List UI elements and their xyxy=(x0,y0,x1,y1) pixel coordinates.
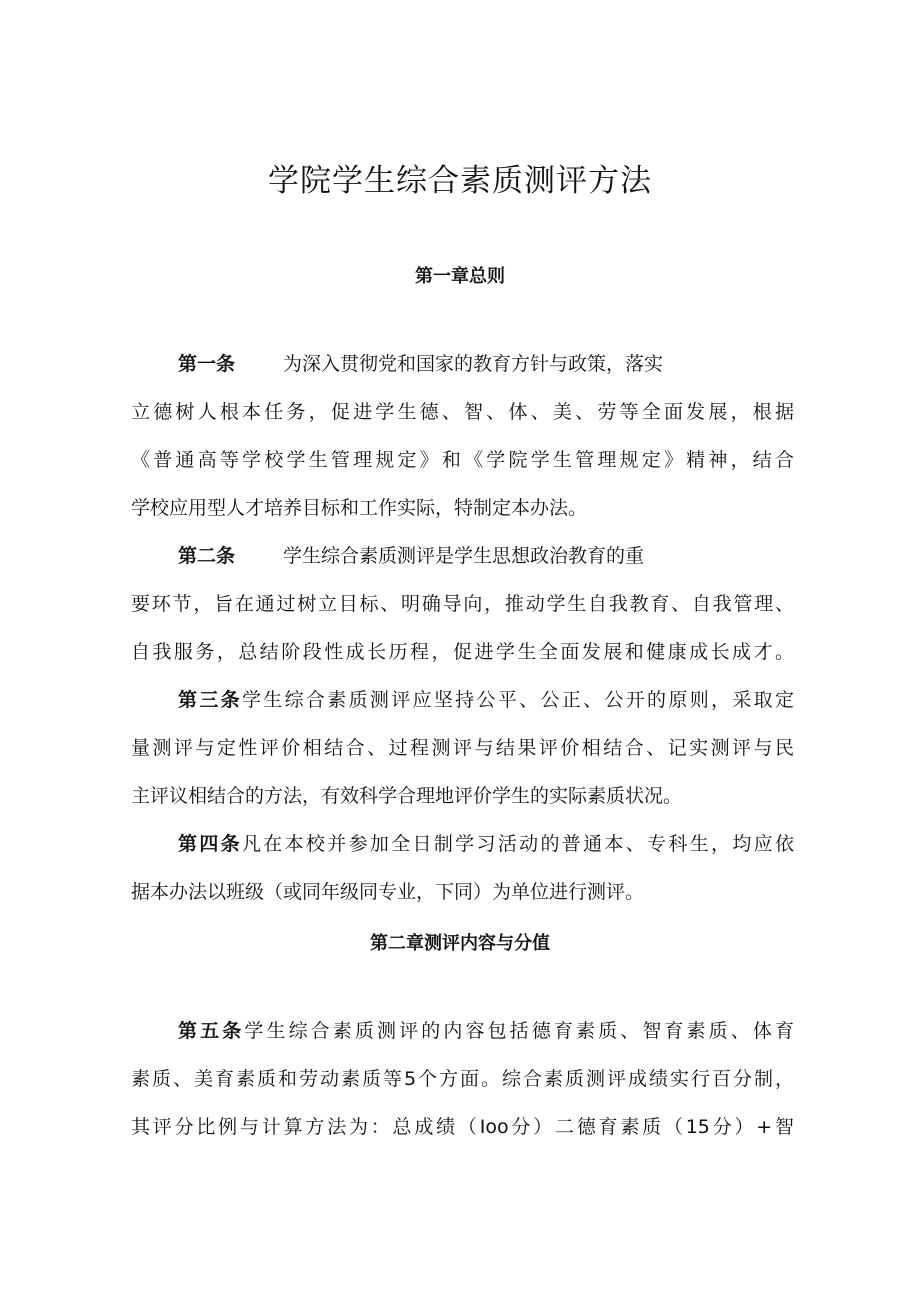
article-3-line-2: 量测评与定性评价相结合、过程测评与结果评价相结合、记实测评与民 xyxy=(131,737,794,759)
chapter-1-heading: 第一章总则 xyxy=(415,266,505,287)
article-2-line-2: 要环节，旨在通过树立目标、明确导向，推动学生自我教育、自我管理、 xyxy=(131,593,794,615)
article-4-line-2: 据本办法以班级（或同年级同专业，下同）为单位进行测评。 xyxy=(131,881,645,903)
article-4-line-1 xyxy=(178,829,794,859)
article-4-label: 第四条 xyxy=(178,833,242,855)
article-1-line-3: 《普通高等学校学生管理规定》和《学院学生管理规定》精神，结合 xyxy=(131,449,794,471)
chapter-2-heading: 第二章测评内容与分值 xyxy=(370,933,550,954)
article-3-line-3: 主评议相结合的方法，有效科学合理地评价学生的实际素质状况。 xyxy=(131,785,683,807)
article-5-line-2: 素质、美育素质和劳动素质等5个方面。综合素质测评成绩实行百分制， xyxy=(131,1068,794,1090)
article-3-line-1 xyxy=(178,685,794,715)
article-3-label: 第三条 xyxy=(178,689,242,711)
article-2-label: 第二条 xyxy=(178,545,236,567)
article-2-text-1: 学生综合素质测评是学生思想政治教育的重 xyxy=(283,545,645,567)
article-5-line-3: 其评分比例与计算方法为：总成绩（Ioo分）二德育素质（15分）+智 xyxy=(131,1116,794,1138)
article-1-line-2: 立德树人根本任务，促进学生德、智、体、美、劳等全面发展，根据 xyxy=(131,401,794,423)
article-5-text-1: 学生综合素质测评的内容包括德育素质、智育素质、体育 xyxy=(244,1020,794,1042)
article-2-line-3: 自我服务，总结阶段性成长历程，促进学生全面发展和健康成长成才。 xyxy=(131,641,794,663)
article-1-line-1 xyxy=(178,349,663,379)
article-1-label: 第一条 xyxy=(178,353,236,375)
article-1-line-4: 学校应用型人才培养目标和工作实际，特制定本办法。 xyxy=(131,497,588,519)
article-5-label: 第五条 xyxy=(178,1020,245,1042)
document-title: 学院学生综合素质测评方法 xyxy=(268,163,652,199)
article-4-text-1: 凡在本校并参加全日制学习活动的普通本、专科生，均应依 xyxy=(241,833,794,855)
article-5-line-1 xyxy=(178,1016,794,1046)
article-1-text-1: 为深入贯彻党和国家的教育方针与政策，落实 xyxy=(283,353,664,375)
article-2-line-1 xyxy=(178,541,644,571)
article-3-text-1: 学生综合素质测评应坚持公平、公正、公开的原则，采取定 xyxy=(241,689,794,711)
